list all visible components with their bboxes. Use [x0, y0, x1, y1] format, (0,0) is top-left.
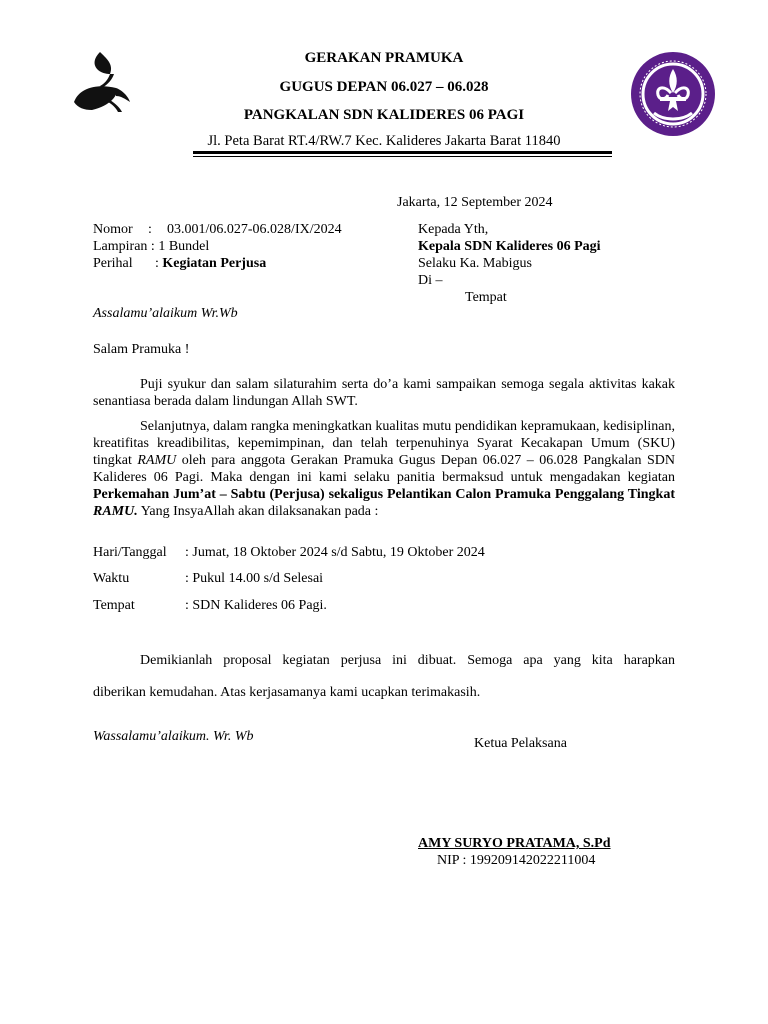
letter-date: Jakarta, 12 September 2024 [397, 195, 553, 210]
detail-label: Tempat [93, 598, 135, 613]
signature-name: AMY SURYO PRATAMA, S.Pd [418, 836, 611, 851]
detail-label: Hari/Tanggal [93, 545, 167, 560]
lampiran-row [93, 238, 209, 255]
closing-line-1: Demikianlah proposal kegiatan perjusa ini dibuat. Semoga apa yang kita harapkan [140, 653, 675, 668]
detail-value: : SDN Kalideres 06 Pagi. [185, 598, 327, 613]
p2-a: Selanjutnya, dalam rangka meningkatkan kualitas mutu pendidikan kepramukaan, kedisiplinan, kreatifitas kreadibilitas, kepemimpinan, dan telah terpenuhinya Syarat Kecakapan Umum (SKU) tingkat [93, 419, 675, 468]
p2-ramu-bold: RAMU. [93, 504, 138, 519]
recipient-di: Di – [418, 273, 443, 288]
wassalam: Wassalamu’alaikum. Wr. Wb [93, 729, 254, 744]
signature-title: Ketua Pelaksana [474, 736, 567, 751]
perihal-label: Perihal [93, 256, 133, 271]
nomor-row [93, 221, 342, 238]
salam-pramuka: Salam Pramuka ! [93, 342, 190, 357]
recipient-name: Kepala SDN Kalideres 06 Pagi [418, 239, 601, 254]
perihal-sep: : [155, 256, 159, 271]
p2-event: Perkemahan Jum’at – Sabtu (Perjusa) sekaligus Pelantikan Calon Pramuka Penggalang Tingkat [93, 487, 675, 502]
org-name: GERAKAN PRAMUKA [304, 50, 464, 66]
lampiran-sep: : [150, 239, 155, 254]
detail-row-waktu [93, 571, 323, 587]
nomor-sep: : [148, 222, 152, 237]
detail-value: : Pukul 14.00 s/d Selesai [185, 571, 324, 586]
recipient-place: Tempat [465, 290, 507, 305]
lampiran-label: Lampiran [93, 239, 148, 254]
nomor-value: 03.001/06.027-06.028/IX/2024 [167, 222, 342, 237]
signature-nip: NIP : 199209142022211004 [437, 853, 596, 868]
header-rule-thin [193, 156, 612, 157]
p2-ramu: RAMU [137, 453, 177, 468]
gugus-depan: GUGUS DEPAN 06.027 – 06.028 [279, 79, 489, 95]
closing-line-2: diberikan kemudahan. Atas kerjasamanya kami ucapkan terimakasih. [93, 685, 481, 700]
paragraph-2 [93, 418, 675, 520]
perihal-value: Kegiatan Perjusa [162, 256, 267, 271]
perihal-row [93, 255, 266, 272]
detail-value: : Jumat, 18 Oktober 2024 s/d Sabtu, 19 Oktober 2024 [185, 545, 485, 560]
detail-row-tempat [93, 598, 327, 614]
header-rule-thick [193, 151, 612, 154]
pangkalan: PANGKALAN SDN KALIDERES 06 PAGI [243, 107, 525, 123]
detail-row-hari [93, 545, 485, 561]
nomor-label: Nomor [93, 222, 133, 237]
recipient-greeting: Kepada Yth, [418, 222, 489, 237]
lampiran-value: 1 Bundel [158, 239, 210, 254]
paragraph-1: Puji syukur dan salam silaturahim serta do’a kami sampaikan semoga segala aktivitas kakak senantiasa berada dalam lindungan Allah SWT. [93, 377, 675, 409]
salutation: Assalamu’alaikum Wr.Wb [93, 306, 238, 321]
detail-label: Waktu [93, 571, 130, 586]
recipient-role: Selaku Ka. Mabigus [418, 256, 532, 271]
address: Jl. Peta Barat RT.4/RW.7 Kec. Kalideres Jakarta Barat 11840 [207, 133, 561, 149]
p2-f: Yang InsyaAllah akan dilaksanakan pada : [137, 504, 379, 519]
p2-c: oleh para anggota Gerakan Pramuka Gugus Depan 06.027 – 06.028 Pangkalan SDN Kalideres 06 Pagi. Maka dengan ini kami selaku panitia bermaksud untuk mengadakan kegiatan [93, 453, 675, 485]
